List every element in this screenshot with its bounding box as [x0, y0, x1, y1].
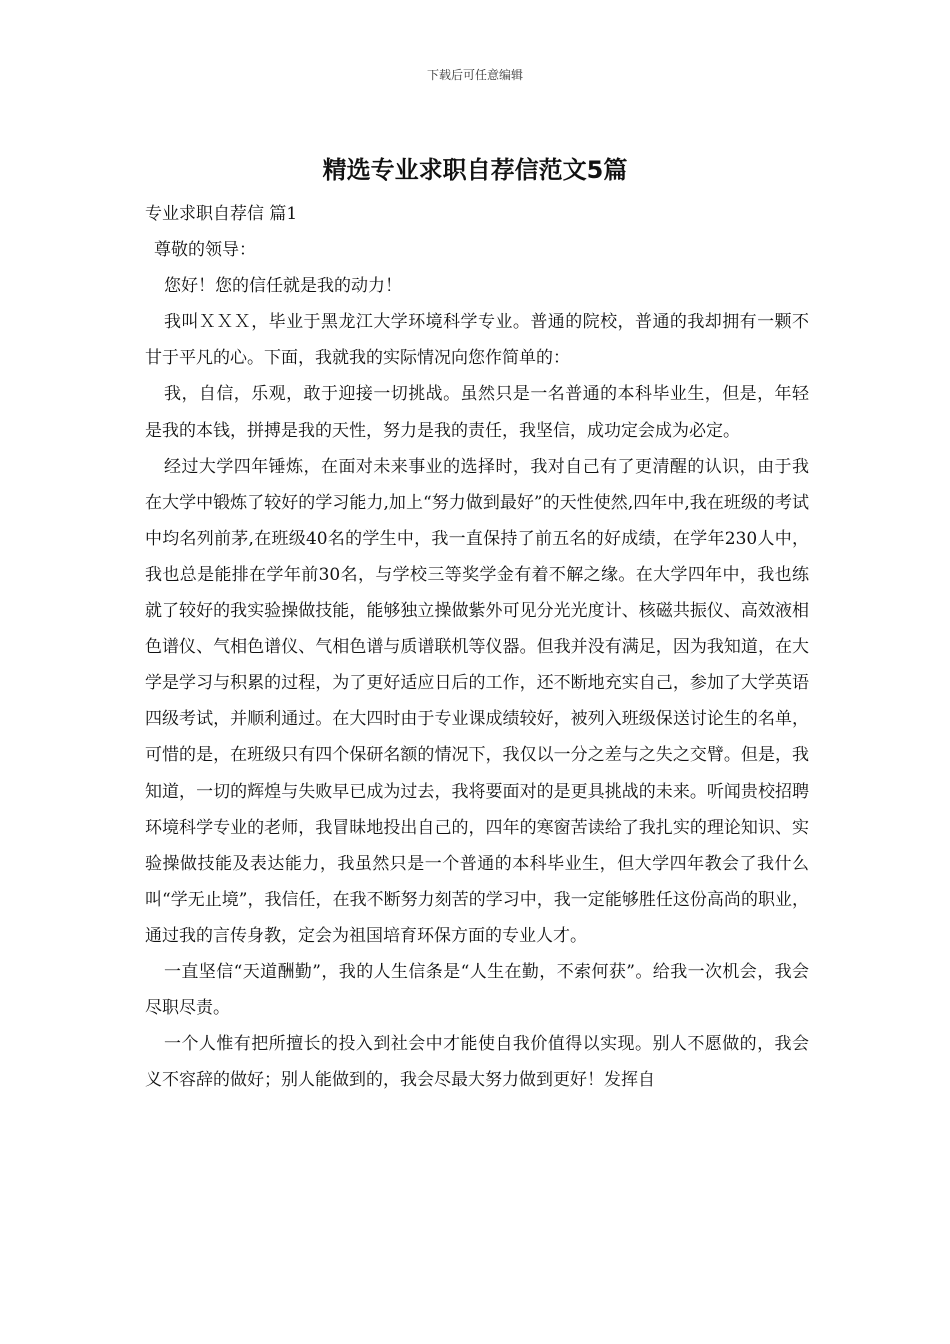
paragraph: 我叫ＸＸＸ，毕业于黑龙江大学环境科学专业。普通的院校，普通的我却拥有一颗不甘于平凡的心。下面，我就我的实际情况向您作简单的： — [145, 312, 809, 369]
paragraph: 一个人惟有把所擅长的投入到社会中才能使自我价值得以实现。别人不愿做的，我会义不容辞的做好；别人能做到的，我会尽最大努力做到更好！发挥自 — [145, 1034, 809, 1091]
header-note: 下载后可任意编辑 — [426, 68, 523, 82]
paragraph: 一直坚信“天道酬勤”，我的人生信条是“人生在勤，不索何获”。给我一次机会，我会尽职尽责。 — [145, 961, 809, 1019]
salutation: 尊敬的领导： — [154, 240, 256, 261]
letter-body — [145, 196, 809, 1098]
document-title: 精选专业求职自荐信范文5篇 — [322, 156, 628, 184]
paragraph: 您好！您的信任就是我的动力！ — [164, 276, 402, 297]
paragraph: 经过大学四年锤炼，在面对未来事业的选择时，我对自己有了更清醒的认识，由于我在大学中锻炼了较好的学习能力,加上“努力做到最好”的天性使然,四年中,我在班级的考试中均名列前茅,在班级40名的学生中，我一直保持了前五名的好成绩，在学年230人中，我也总是能排在学年前30名，与学校三等奖学金有着不解之缘。在大学四年中，我也练就了较好的我实验操做技能，能够独立操做紫外可见分光光度计、核磁共振仪、高效液相色谱仪、气相色谱仪、气相色谱与质谱联机等仪器。但我并没有满足，因为我知道，在大学是学习与积累的过程，为了更好适应日后的工作，还不断地充实自己，参加了大学英语四级考试，并顺利通过。在大四时由于专业课成绩较好，被列入班级保送讨论生的名单，可惜的是，在班级只有四个保研名额的情况下，我仅以一分之差与之失之交臂。但是，我知道，一切的辉煌与失败早已成为过去，我将要面对的是更具挑战的未来。听闻贵校招聘环境科学专业的老师，我冒昧地投出自己的，四年的寒窗苦读给了我扎实的理论知识、实验操做技能及表达能力，我虽然只是一个普通的本科毕业生，但大学四年教会了我什么叫“学无止境”，我信任，在我不断努力刻苦的学习中，我一定能够胜任这份高尚的职业，通过我的言传身教，定会为祖国培育环保方面的专业人才。 — [145, 456, 809, 946]
section-heading: 专业求职自荐信 篇1 — [145, 204, 298, 224]
paragraph: 我，自信，乐观，敢于迎接一切挑战。虽然只是一名普通的本科毕业生，但是，年轻是我的本钱，拼搏是我的天性，努力是我的责任，我坚信，成功定会成为必定。 — [145, 384, 809, 441]
